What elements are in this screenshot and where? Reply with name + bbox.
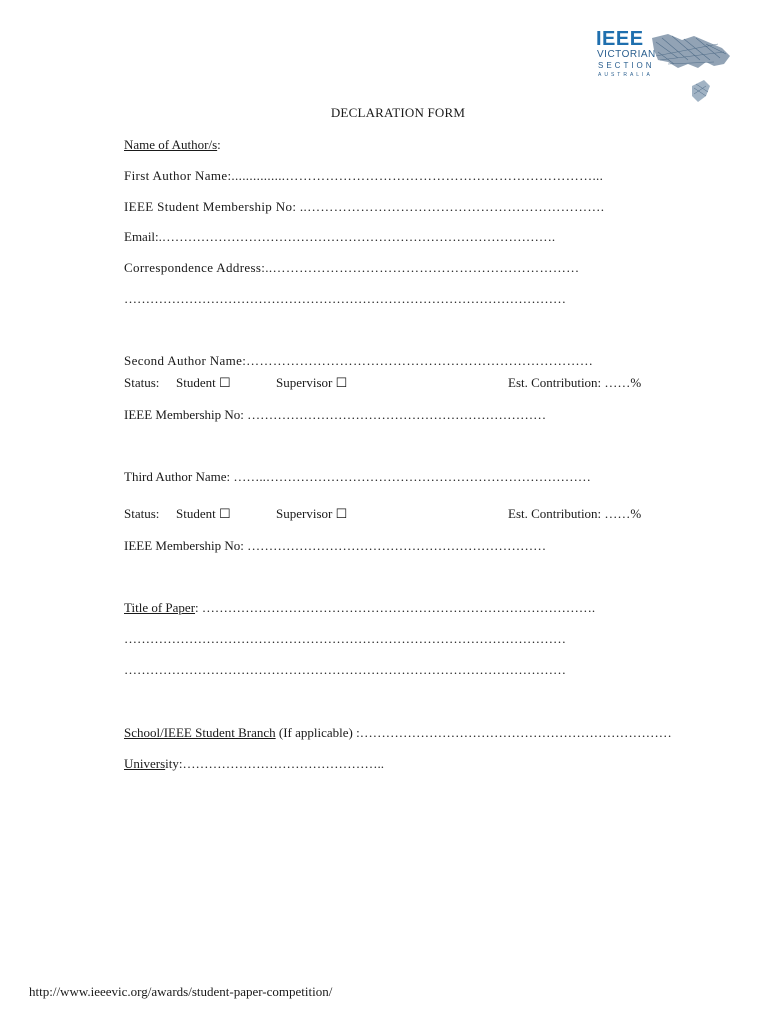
school-branch-field[interactable] — [124, 725, 672, 741]
first-author-membership-field[interactable]: IEEE Student Membership No: ..…………………………………………………………. — [124, 199, 605, 214]
second-author-status-label: Status: — [124, 375, 160, 390]
paper-title-fill: : ………………………………………………………………………………. — [195, 600, 596, 615]
paper-title-field[interactable] — [124, 600, 595, 616]
university-label-underlined: Univers — [124, 756, 166, 771]
third-author-student-checkbox[interactable]: Student ☐ — [176, 506, 231, 521]
logo-section-text: SECTION — [598, 61, 655, 70]
first-author-email-field[interactable]: Email:.………………………………………………………………………………. — [124, 229, 556, 244]
third-author-membership-field[interactable]: IEEE Membership No: …………………………………………………………… — [124, 538, 547, 553]
victoria-map-icon — [648, 30, 732, 106]
third-author-name-field[interactable]: Third Author Name: ……..………………………………………………………………… — [124, 469, 591, 484]
authors-heading — [124, 137, 221, 153]
authors-heading-colon: : — [217, 137, 221, 152]
paper-title-line-2[interactable]: ………………………………………………………………………………………… — [124, 631, 566, 646]
third-author-contribution-field[interactable]: Est. Contribution: ……% — [508, 506, 642, 521]
second-author-supervisor-checkbox[interactable]: Supervisor ☐ — [276, 375, 348, 390]
first-author-address-field[interactable]: Correspondence Address:..…………………………………………………………… — [124, 260, 580, 275]
paper-title-line-3[interactable]: ………………………………………………………………………………………… — [124, 662, 566, 677]
second-author-contribution-field[interactable]: Est. Contribution: ……% — [508, 375, 642, 390]
logo-ieee-text: IEEE — [596, 28, 644, 50]
university-field[interactable] — [124, 756, 384, 772]
second-author-name-field[interactable]: Second Author Name:…………………………………………………………………… — [124, 353, 594, 368]
second-author-student-checkbox[interactable]: Student ☐ — [176, 375, 231, 390]
logo-australia-text: AUSTRALIA — [598, 72, 653, 78]
first-author-address-continued[interactable]: ………………………………………………………………………………………… — [124, 291, 566, 306]
third-author-status-label: Status: — [124, 506, 160, 521]
third-author-supervisor-checkbox[interactable]: Supervisor ☐ — [276, 506, 348, 521]
form-title: DECLARATION FORM — [330, 105, 466, 120]
university-label-rest: ity:……………………………………….. — [165, 756, 385, 771]
footer-url: http://www.ieeevic.org/awards/student-paper-competition/ — [29, 984, 333, 999]
school-branch-label: School/IEEE Student Branch — [124, 725, 276, 740]
logo-victorian-text: VICTORIAN — [597, 49, 656, 60]
second-author-membership-field[interactable]: IEEE Membership No: …………………………………………………………… — [124, 407, 547, 422]
paper-title-label: Title of Paper — [124, 600, 196, 615]
first-author-name-field[interactable]: First Author Name:...............……………………………………………………………... — [124, 168, 604, 183]
authors-heading-label: Name of Author/s — [124, 137, 218, 152]
ieee-victorian-section-logo — [592, 28, 732, 108]
school-branch-fill: (If applicable) :……………………………………………………………… — [275, 725, 672, 740]
